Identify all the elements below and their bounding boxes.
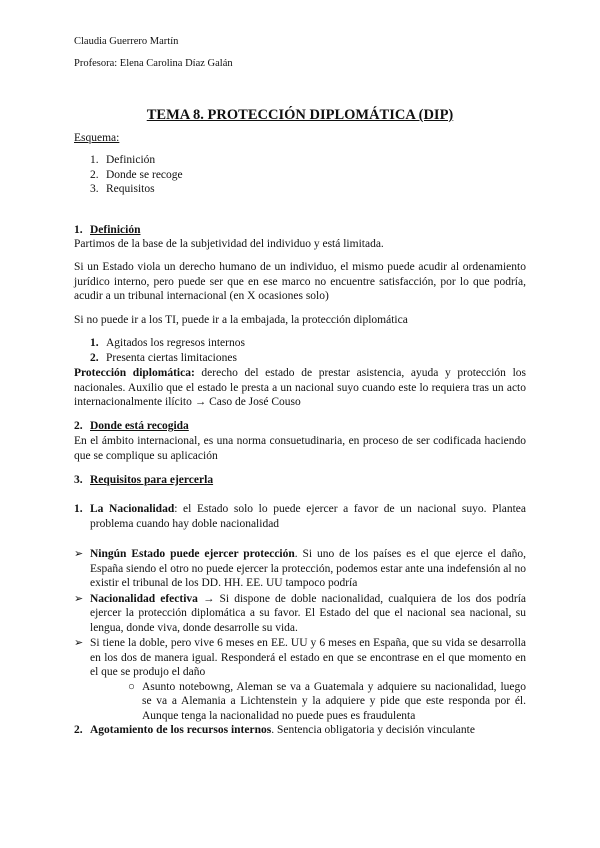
bullet-item: ➢ Si tiene la doble, pero vive 6 meses en EE. UU y 6 meses en España, que su vida se desarrolla en los dos de manera igual. Responderá el estado en que se encontrase en el que momento en el que se produjo el daño <box>74 637 526 678</box>
section1-list <box>90 336 245 365</box>
sub-bullet-item: ○ Asunto notebowng, Aleman se va a Guatemala y adquiere su nacionalidad, luego se va a Alemania a Lichtenstein y la adquiere y pide que este responda por él. Aunque tenga la nacionalidad no puede pues es fraudulenta <box>128 680 526 722</box>
section1-p2: Si un Estado viola un derecho humano de un individuo, el mismo puede acudir al ordenamiento jurídico interno, pero puede ser que en ese marco no encuentre satisfacción, por lo que podría, acudir a un tribunal internacional (en X ocasiones solo) <box>74 261 526 302</box>
requirement-2: 2. Agotamiento de los recursos internos. Sentencia obligatoria y decisión vinculante <box>74 724 475 736</box>
arrow-bullet-icon: ➢ <box>74 548 84 560</box>
outline-heading: Esquema: <box>74 132 120 144</box>
outline-list <box>90 153 183 197</box>
outline-item: 2. Donde se recoge <box>90 168 183 181</box>
bullet-item: ➢ Nacionalidad efectiva → Si dispone de doble nacionalidad, cualquiera de los dos podría ejercer la protección diplomática a su favor. El Estado del que el nacional sea nacional, su lengua, donde viva, donde desarrolle su vida. <box>74 592 526 634</box>
outline-item: 1. Definición <box>90 154 156 166</box>
section2-p1: En el ámbito internacional, es una norma consuetudinaria, en proceso de ser codificada haciendo que se complique su aplicación <box>74 435 526 462</box>
list-item: 1. Agitados los regresos internos <box>90 337 245 349</box>
section3-heading: 3. Requisitos para ejercerla <box>74 474 214 486</box>
arrow-bullet-icon: ➢ <box>74 637 84 649</box>
page-title: TEMA 8. PROTECCIÓN DIPLOMÁTICA (DIP) <box>146 107 454 123</box>
section2-heading: 2. Donde está recogida <box>74 420 189 432</box>
author-line: Claudia Guerrero Martín <box>74 36 179 47</box>
outline-item: 3. Requisitos <box>90 183 155 195</box>
teacher-line: Profesora: Elena Carolina Díaz Galán <box>74 58 233 69</box>
circle-bullet-icon: ○ <box>128 680 135 693</box>
bullet-list <box>74 547 526 738</box>
section1-p3: Si no puede ir a los TI, puede ir a la embajada, la protección diplomática <box>74 314 408 326</box>
list-item: 2. Presenta ciertas limitaciones <box>90 351 237 364</box>
section1-p1: Partimos de la base de la subjetividad del individuo y está limitada. <box>74 238 384 250</box>
requirement-1: 1. La Nacionalidad: el Estado solo lo puede ejercer a favor de un nacional suyo. Plantea problema cuando hay doble nacionalidad <box>74 503 526 530</box>
section1-heading: 1. Definición <box>74 224 141 236</box>
definition-paragraph: Protección diplomática: derecho del estado de prestar asistencia, ayuda y protección los nacionales. Auxilio que el estado le presta a un nacional suyo cuando este lo requiera tras un acto internacionalmente ilícito → Caso de José Couso <box>74 367 527 408</box>
bullet-item: ➢ Ningún Estado puede ejercer protección. Si uno de los países es el que ejerce el daño, España siendo el otro no puede ejercer la protección, podemos estar ante una indefensión al no existir el tribunal de los DD. HH. EE. UU tampoco podría <box>74 548 526 589</box>
arrow-bullet-icon: ➢ <box>74 592 84 605</box>
